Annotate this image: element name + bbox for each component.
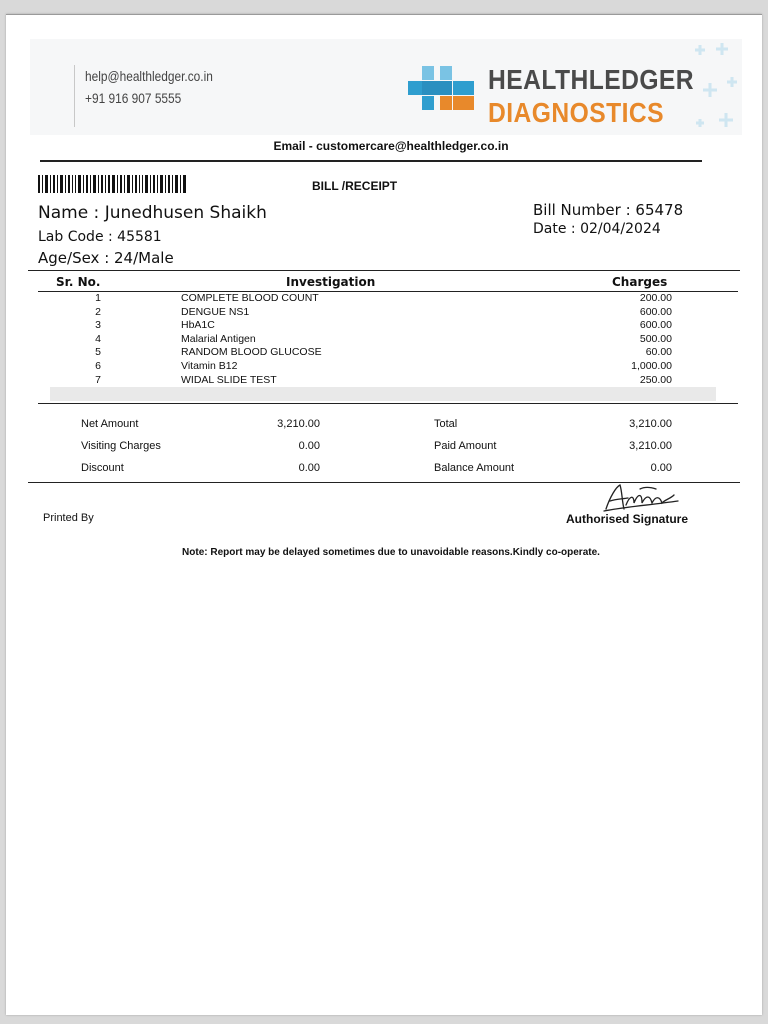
bill-date: Date : 02/04/2024 <box>533 221 661 237</box>
table-row <box>6 360 762 374</box>
delay-note: Note: Report may be delayed sometimes due to unavoidable reasons.Kindly co-operate. <box>182 547 600 558</box>
row-sr-no: 1 <box>95 292 101 304</box>
row-charges: 600.00 <box>639 319 672 332</box>
row-investigation: DENGUE NS1 <box>181 305 250 318</box>
authorised-signature-label: Authorised Signature <box>566 512 689 526</box>
row-investigation: WIDAL SLIDE TEST <box>181 373 277 386</box>
row-sr-no: 5 <box>95 346 101 359</box>
header-divider <box>40 160 702 162</box>
row-sr-no: 7 <box>95 373 101 386</box>
contact-block <box>74 65 235 127</box>
net-amount-value: 3,210.00 <box>277 418 320 430</box>
table-top-rule <box>28 270 740 271</box>
row-investigation: RANDOM BLOOD GLUCOSE <box>181 346 322 359</box>
paid-amount-value: 3,210.00 <box>629 440 672 452</box>
row-charges: 200.00 <box>639 292 672 304</box>
net-amount-label: Net Amount <box>81 418 139 430</box>
discount-value: 0.00 <box>298 462 320 474</box>
discount-label: Discount <box>81 462 124 474</box>
age-sex: Age/Sex : 24/Male <box>38 249 174 267</box>
row-charges: 500.00 <box>639 332 672 345</box>
decorative-cross-pattern-icon <box>692 39 742 135</box>
header-investigation: Investigation <box>286 275 376 289</box>
row-sr-no: 4 <box>95 332 101 345</box>
balance-amount-value: 0.00 <box>650 462 672 474</box>
table-row <box>6 306 762 320</box>
bill-number: Bill Number : 65478 <box>533 201 684 219</box>
receipt-page <box>6 14 762 1015</box>
brand-name-line2: DIAGNOSTICS <box>488 97 664 128</box>
handwritten-signature <box>600 481 680 515</box>
brand-logo-text <box>488 63 722 129</box>
customer-care-email: Email - customercare@healthledger.co.in <box>273 139 509 153</box>
barcode-icon <box>38 175 186 193</box>
visiting-charges-value: 0.00 <box>298 440 320 452</box>
row-charges: 250.00 <box>639 373 672 386</box>
header-sr-no: Sr. No. <box>56 275 101 289</box>
table-row <box>6 374 762 388</box>
row-investigation: Malarial Antigen <box>181 332 256 345</box>
patient-name: Name : Junedhusen Shaikh <box>38 203 267 223</box>
row-sr-no: 6 <box>95 359 101 372</box>
row-investigation: Vitamin B12 <box>181 359 238 372</box>
row-investigation: COMPLETE BLOOD COUNT <box>181 292 319 304</box>
visiting-charges-label: Visiting Charges <box>81 440 161 452</box>
table-row <box>6 333 762 347</box>
table-row <box>6 346 762 360</box>
bill-receipt-title: BILL /RECEIPT <box>312 179 398 193</box>
printed-by-label: Printed By <box>43 512 94 524</box>
table-row <box>6 292 762 306</box>
table-bottom-rule <box>38 403 738 404</box>
row-charges: 1,000.00 <box>631 359 672 372</box>
lab-code: Lab Code : 45581 <box>38 229 162 245</box>
row-investigation: HbA1C <box>181 319 215 332</box>
row-charges: 600.00 <box>639 305 672 318</box>
table-footer-band <box>50 387 716 401</box>
header-charges: Charges <box>612 275 668 289</box>
total-label: Total <box>434 418 458 430</box>
total-value: 3,210.00 <box>629 418 672 430</box>
brand-name-line1: HEALTHLEDGER <box>488 64 695 95</box>
row-charges: 60.00 <box>645 346 672 359</box>
row-sr-no: 2 <box>95 305 101 318</box>
balance-amount-label: Balance Amount <box>434 462 515 474</box>
paid-amount-label: Paid Amount <box>434 440 497 452</box>
contact-email: help@healthledger.co.in <box>85 68 213 84</box>
investigation-rows <box>6 292 762 387</box>
row-sr-no: 3 <box>95 319 101 332</box>
medical-cross-logo-icon <box>408 66 474 110</box>
table-row <box>6 319 762 333</box>
contact-phone: +91 916 907 5555 <box>85 90 182 106</box>
